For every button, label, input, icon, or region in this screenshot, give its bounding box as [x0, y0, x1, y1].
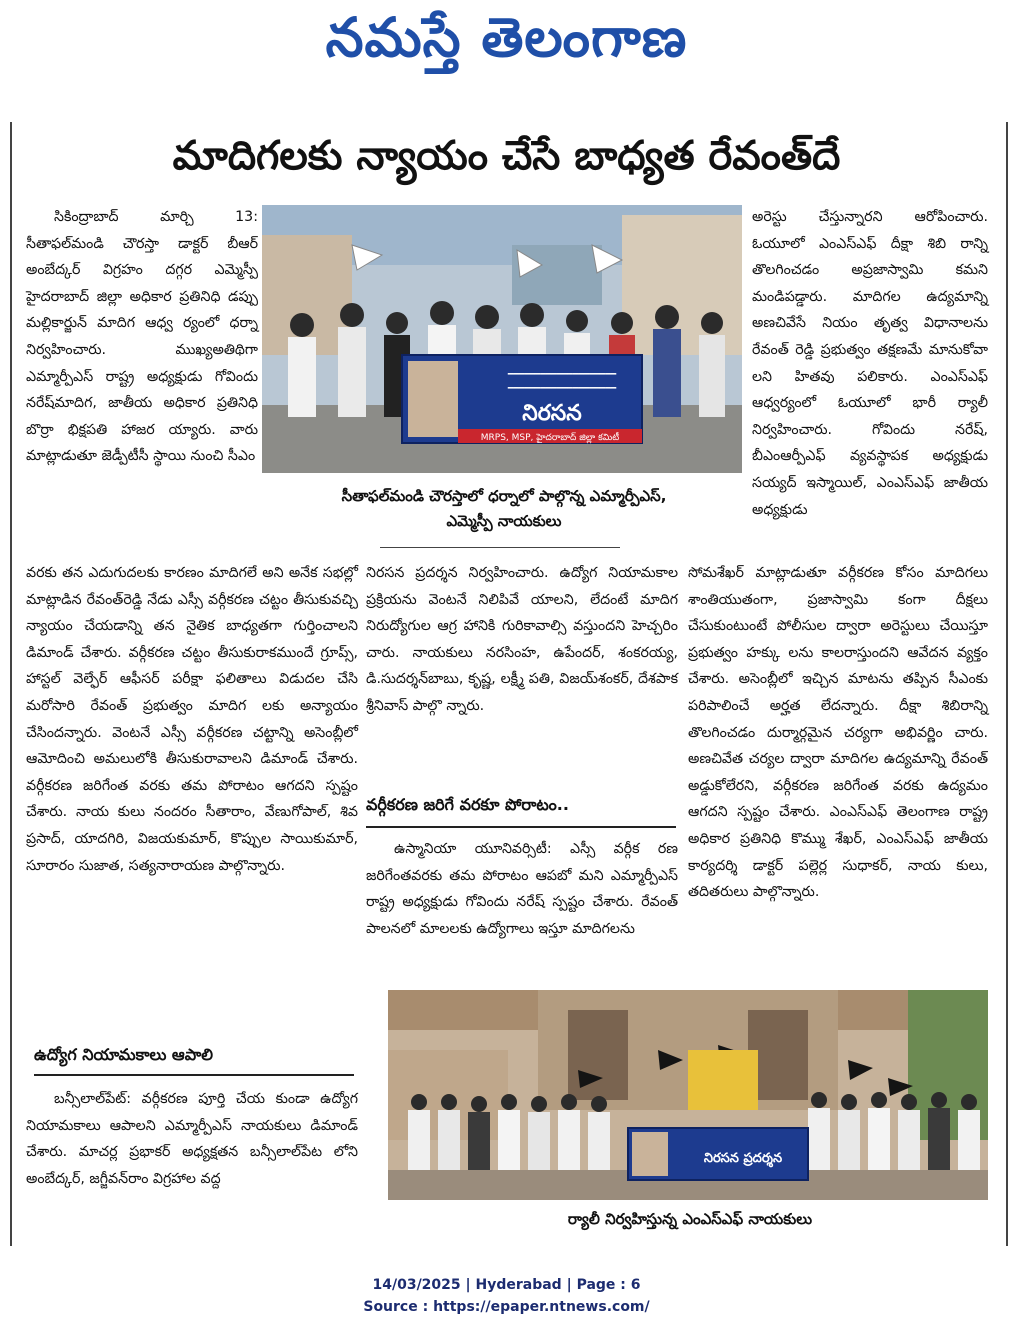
photo2-banner-word: నిరసన ప్రదర్శన: [703, 1151, 783, 1166]
article-paragraph: సోమశేఖర్ మాట్లాడుతూ వర్గీకరణ కోసం మాదిగలు శాంతియుతంగా, ప్రజాస్వామి కంగా దీక్షలు చేసుకుంటుంటే పోలీసుల ద్వారా అరెస్టులు చేయిస్తూ ప్రభుత్వం హక్కు లను కాలరాస్తుందని ఆవేదన వ్యక్తం చేశారు. అసెంబ్లీలో ఇచ్చిన మాటను తప్పిన సీఎంకు పరిపాలించే అర్హత లేదన్నారు. దీక్షా శిబిరాన్ని తొలగించడం దుర్మార్గమైన చర్యగా అభివర్ణిం చారు. అణచివేత చర్యల ద్వారా మాదిగల ఉద్యమాన్ని రేవంత్ అడ్డుకోలేరని, వర్గీకరణ జరిగేంత వరకు ఉద్యమం ఆగదని స్పష్టం చేశారు. ఎంఎస్ఎఫ్ తెలంగాణ రాష్ట్ర అధికార ప్రతినిధి కొమ్ము శేఖర్, ఎంఎస్ఎఫ్ జాతీయ కార్యదర్శి డాక్టర్ పల్లెర్ల సుధాకర్, నాయ కులు, తదితరులు పాల్గొన్నారు.: [688, 565, 988, 901]
column-1-top: [26, 204, 258, 556]
photo1-banner-word: నిరసన: [522, 401, 582, 426]
article-paragraph: ఉస్మానియా యూనివర్సిటీ: ఎస్సీ వర్గీక రణ జరిగేంతవరకు తమ పోరాటం ఆపబో మని ఎమ్మార్పీఎస్ రాష్ట్ర అధ్యక్షుడు గోవిందు నరేష్ స్పష్టం చేశారు. రేవంత్ పాలనలో మాలలకు ఉద్యోగాలు ఇస్తూ మాదిగలను: [366, 841, 678, 937]
article-paragraph: బన్సీలాల్‌పేట్: వర్గీకరణ పూర్తి చేయ కుండా ఉద్యోగ నియామకాలు ఆపాలని ఎమ్మార్పీఎస్ నాయకులు డిమాండ్ చేశారు. మాచర్ల ప్రభాకర్ అధ్యక్షతన బన్సీలాల్‌పేట లోని అంబేద్కర్, జగ్జీవన్‌రాం విగ్రహాల వద్ద: [26, 1091, 358, 1187]
svg-text:━━━━━━━━━━━━━━━━━━━━: ━━━━━━━━━━━━━━━━━━━━: [507, 384, 617, 394]
photo-dharna: [262, 205, 742, 473]
article-paragraph: వరకు తన ఎదుగుదలకు కారణం మాదిగలే అని అనేక సభల్లో మాట్లాడిన రేవంత్‌రెడ్డి నేడు ఎస్సీ వర్గీకరణ చట్టం తీసుకువచ్చి న్యాయం చేయడాన్ని తన నైతిక బాధ్యతగా గుర్తించాలని డిమాండ్ చేశారు. వర్గీకరణ చట్టం తీసుకురాకముందే గ్రూప్స్, హాస్టల్ వెల్ఫేర్ ఆఫీసర్ పరీక్షా ఫలితాలు విడుదల చేసి మరోసారి రేవంత్ ప్రభుత్వం మాదిగ లకు అన్యాయం చేసిందన్నారు. వెంటనే ఎస్సీ వర్గీకరణ చట్టాన్ని అసెంబ్లీలో ఆమోదించి అమలులోకి తీసుకురావాలని డిమాండ్ చేశారు. వర్గీకరణ జరిగేంత వరకు తమ పోరాటం ఆగదని స్పష్టం చేశారు. నాయ కులు నందరం సీతారాం, వేణుగోపాల్, శివ ప్రసాద్, యాదగిరి, విజయకుమార్, కొప్పుల సాయికుమార్, సూరారం సుజాత, సత్యనారాయణ పాల్గొన్నారు.: [26, 565, 358, 874]
article-paragraph: అరెస్టు చేస్తున్నారని ఆరోపించారు. ఓయూలో ఎంఎస్ఎఫ్ దీక్షా శిబి రాన్ని తొలగించడం అప్రజాస్వామి కమని మండిపడ్డారు. మాదిగల ఉద్యమాన్ని అణచివేసే నియం తృత్వ విధానాలను రేవంత్ రెడ్డి ప్రభుత్వం తక్షణమే మానుకోవా లని హితవు పలికారు. ఎంఎస్ఎఫ్ ఆధ్వర్యంలో ఓయూలో భారీ ర్యాలీ నిర్వహించారు. గోవిందు నరేష్, బీఎంఆర్పీఎఫ్ వ్యవస్థాపక అధ్యక్షుడు సయ్యద్ ఇస్మాయిల్, ఎంఎస్ఎఫ్ జాతీయ అధ్యక్షుడు: [752, 209, 988, 518]
subhead-1-rule: [34, 1074, 354, 1076]
column-2-top: [366, 560, 678, 782]
column-3-bottom: [688, 560, 988, 980]
column-1-subsection: [26, 1086, 358, 1236]
headline: మాదిగలకు న్యాయం చేసే బాధ్యత రేవంత్‌దే: [172, 133, 841, 179]
svg-text:━━━━━━━━━━━━━━━━━━━━: ━━━━━━━━━━━━━━━━━━━━: [507, 370, 617, 380]
photo-rally: [388, 990, 988, 1200]
footer-source-link[interactable]: Source : https://epaper.ntnews.com/: [363, 1299, 650, 1315]
column-2-subsection: [366, 836, 678, 978]
article-paragraph: నిరసన ప్రదర్శన నిర్వహించారు. ఉద్యోగ నియామకాల ప్రక్రియను వెంటనే నిలిపివే యాలని, లేదంటే మాదిగ నిరుద్యోగుల ఆగ్ర హానికి గురికావాల్సి వస్తుందని హెచ్చరిం చారు. నాయకులు నరసింహ, ఉపేందర్, శంకరయ్య, డి.సుదర్శన్‌బాబు, కృష్ణ, లక్ష్మీ పతి, విజయ్‌శంకర్, దేశపాక శ్రీనివాస్ పాల్గొ న్నారు.: [366, 565, 678, 714]
column-3-top: [752, 204, 988, 556]
photo-rally-graphic: [388, 990, 988, 1200]
masthead: [0, 0, 1013, 80]
footer-date-page: 14/03/2025 | Hyderabad | Page : 6: [372, 1277, 641, 1293]
caption-photo-2: ర్యాలీ నిర్వహిస్తున్న ఎంఎస్ఎఫ్ నాయకులు: [567, 1210, 813, 1228]
caption-1-rule: [380, 547, 620, 548]
article-paragraph: సికింద్రాబాద్ మార్చి 13: సీతాఫల్‌మండి చౌరస్తా డాక్టర్ బీఆర్ అంబేద్కర్ విగ్రహం దగ్గర ఎమ్మెస్పీ హైదరాబాద్ జిల్లా అధికార ప్రతినిధి డప్పు మల్లికార్జున్ మాదిగ ఆధ్వ ర్యంలో ధర్నా నిర్వహించారు. ముఖ్యఅతిథిగా ఎమ్మార్పీఎస్ రాష్ట్ర అధ్యక్షుడు గోవిందు నరేష్‌మాదిగ, జాతీయ అధికార ప్రతినిధి బొర్రా భిక్షపతి హాజర య్యారు. వారు మాట్లాడుతూ జెడ్పీటీసీ స్థాయి నుంచి సీఎం: [26, 209, 258, 465]
subhead-2: వర్గీకరణ జరిగే వరకూ పోరాటం..: [366, 795, 569, 814]
masthead-title: నమస్తే తెలంగాణ: [325, 6, 688, 69]
subhead-2-rule: [366, 826, 676, 828]
subhead-1: ఉద్యోగ నియామకాలు ఆపాలి: [34, 1045, 213, 1064]
caption-photo-1: సీతాఫల్‌మండి చౌరస్తాలో ధర్నాలో పాల్గొన్న ఎమ్మార్పీఎస్, ఎమ్మెస్పీ నాయకులు: [341, 487, 667, 530]
photo1-banner-footer: MRPS, MSP, హైదరాబాద్ జిల్లా కమిటీ: [480, 433, 620, 443]
column-1-bottom: [26, 560, 358, 1030]
photo-dharna-graphic: [262, 205, 742, 473]
